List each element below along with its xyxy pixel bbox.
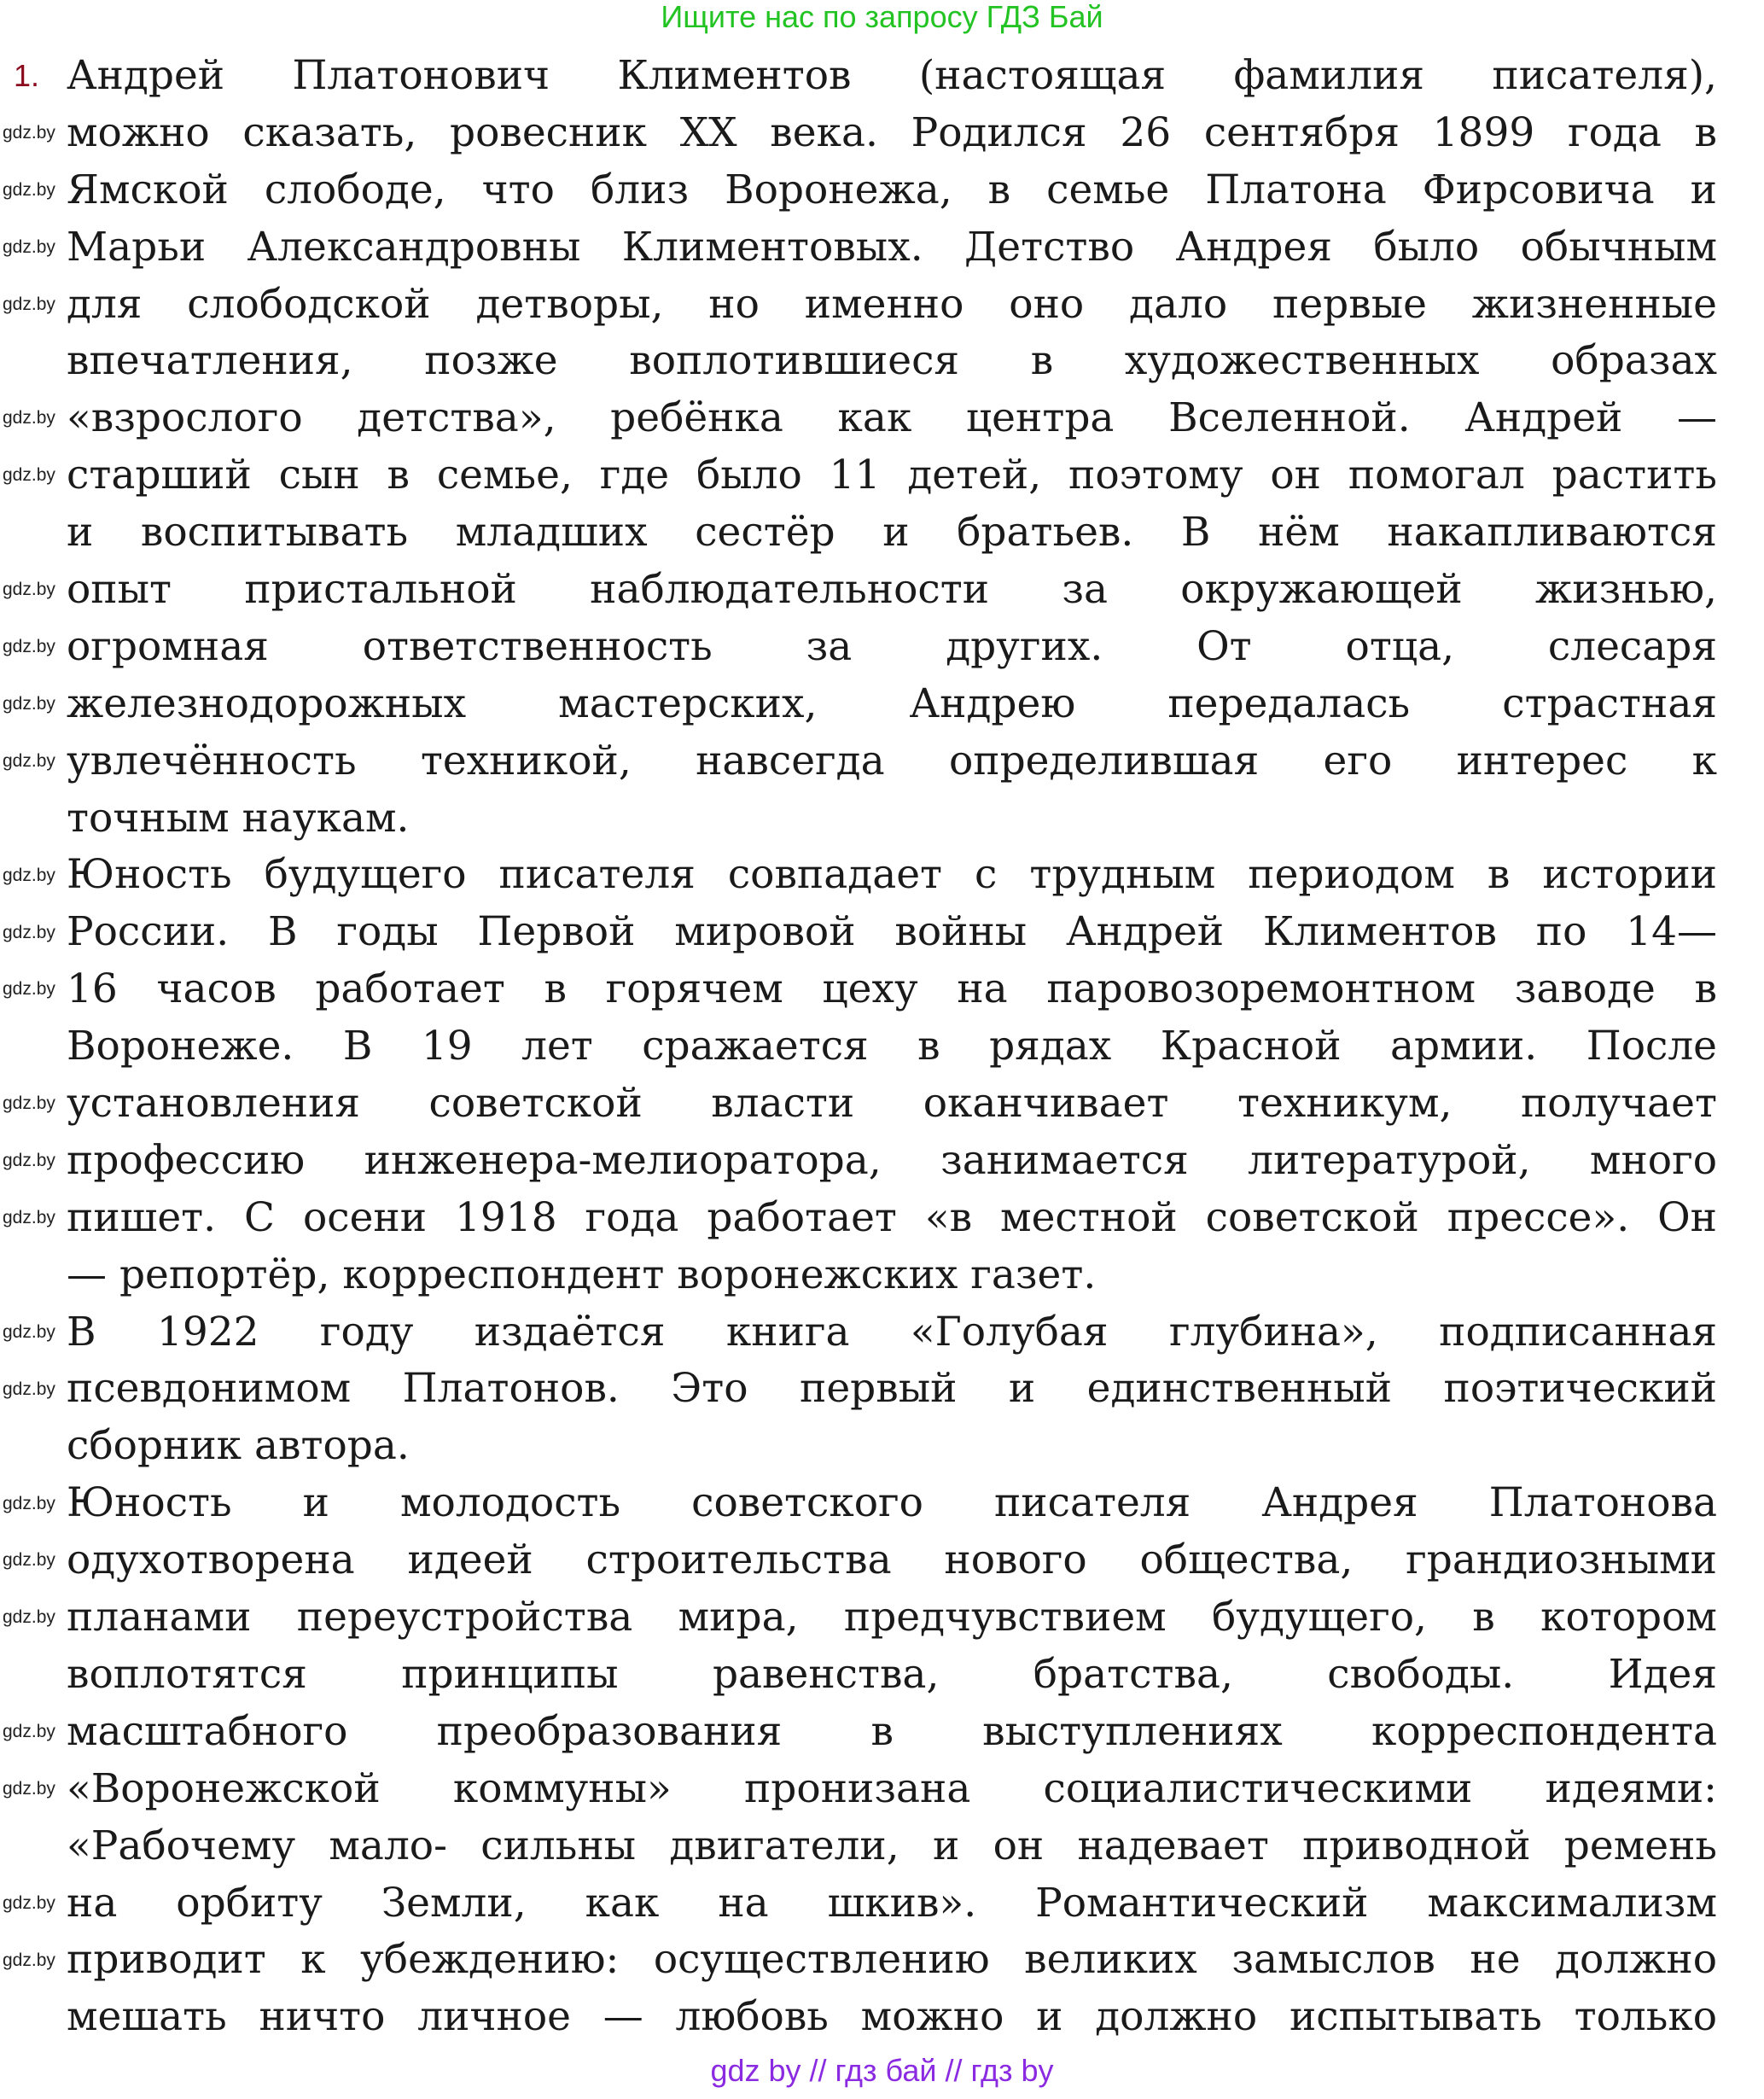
watermark: gdz.by xyxy=(3,865,55,885)
text-line-content: — репортёр, корреспондент воронежских газет. xyxy=(67,1251,1097,1298)
text-line-content: пишет. С осени 1918 года работает «в местной советской прессе». Он xyxy=(67,1193,1717,1241)
text-line xyxy=(67,1647,1717,1704)
text-line xyxy=(67,504,1717,562)
text-line xyxy=(67,1704,1717,1761)
text-line xyxy=(67,961,1717,1018)
text-line-content: впечатления, позже воплотившиеся в художественных образах xyxy=(67,337,1717,385)
text-line-content: «Воронежской коммуны» пронизана социалистическими идеями: xyxy=(67,1764,1717,1812)
text-line xyxy=(67,219,1717,277)
watermark: gdz.by xyxy=(3,1379,55,1399)
text-line xyxy=(67,447,1717,504)
watermark: gdz.by xyxy=(3,1892,55,1913)
text-line xyxy=(67,1875,1717,1933)
watermark: gdz.by xyxy=(3,179,55,200)
text-line xyxy=(67,48,1717,105)
text-line xyxy=(67,904,1717,961)
text-line-content: Марьи Александровны Климентовых. Детство Андрея было обычным xyxy=(67,223,1717,271)
text-line-content: Андрей Платонович Климентов (настоящая фамилия писателя), xyxy=(67,52,1717,99)
text-line xyxy=(67,1475,1717,1532)
watermark: gdz.by xyxy=(3,750,55,771)
text-line xyxy=(67,790,1717,848)
text-line xyxy=(67,1761,1717,1818)
text-line-content: псевдонимом Платонов. Это первый и единственный поэтический xyxy=(67,1365,1717,1413)
text-line-content: опыт пристальной наблюдательности за окружающей жизнью, xyxy=(67,566,1717,614)
watermark: gdz.by xyxy=(3,1493,55,1513)
watermark: gdz.by xyxy=(3,1208,55,1227)
text-line-content: воплотятся принципы равенства, братства, свободы. Идея xyxy=(67,1650,1717,1698)
watermark: gdz.by xyxy=(3,122,55,143)
watermark: gdz.by xyxy=(3,922,55,942)
text-line-content: точным наукам. xyxy=(67,794,410,842)
text-line xyxy=(67,1304,1717,1361)
text-line xyxy=(67,1532,1717,1589)
text-line xyxy=(67,1361,1717,1418)
text-line-content: старший сын в семье, где было 11 детей, поэтому он помогал растить xyxy=(67,452,1717,499)
footer-links: gdz by // гдз бай // гдз by xyxy=(710,2053,1054,2088)
text-line-content: планами переустройства мира, предчувствием будущего, в котором xyxy=(67,1594,1717,1641)
text-line xyxy=(67,390,1717,447)
text-line-content: на орбиту Земли, как на шкив». Романтический максимализм xyxy=(67,1879,1717,1927)
watermark: gdz.by xyxy=(3,1321,55,1342)
text-line xyxy=(67,619,1717,676)
text-line-content: «взрослого детства», ребёнка как центра Вселенной. Андрей — xyxy=(67,394,1717,442)
text-line-content: сборник автора. xyxy=(67,1422,410,1470)
text-line xyxy=(67,1190,1717,1247)
text-line xyxy=(67,562,1717,619)
text-line xyxy=(67,333,1717,390)
text-line-content: одухотворена идеей строительства нового общества, грандиозными xyxy=(67,1536,1717,1584)
watermark: gdz.by xyxy=(3,294,55,314)
text-line-content: для слободской детворы, но именно оно дало первые жизненные xyxy=(67,280,1717,328)
text-line xyxy=(67,1818,1717,1875)
text-line-content: масштабного преобразования в выступлениях корреспондента xyxy=(67,1707,1717,1755)
text-line xyxy=(67,162,1717,219)
watermark: gdz.by xyxy=(3,693,55,714)
text-line-content: установления советской власти оканчивает техникум, получает xyxy=(67,1080,1717,1128)
text-line-content: Воронеже. В 19 лет сражается в рядах Красной армии. После xyxy=(67,1023,1717,1070)
watermark: gdz.by xyxy=(3,580,55,600)
text-line-content: В 1922 году издаётся книга «Голубая глубина», подписанная xyxy=(67,1308,1717,1356)
text-line-content: и воспитывать младших сестёр и братьев. В нём накапливаются xyxy=(67,509,1717,557)
watermark: gdz.by xyxy=(3,236,55,257)
text-line-content: можно сказать, ровесник XX века. Родился 26 сентября 1899 года в xyxy=(67,108,1717,156)
text-line xyxy=(67,1076,1717,1133)
text-line xyxy=(67,277,1717,334)
text-line-content: огромная ответственность за других. От отца, слесаря xyxy=(67,622,1717,670)
text-line xyxy=(67,105,1717,162)
text-line-content: России. В годы Первой мировой войны Андрей Климентов по 14— xyxy=(67,908,1717,956)
search-hint-banner: Ищите нас по запросу ГДЗ Бай xyxy=(661,0,1103,34)
text-line-content: 16 часов работает в горячем цеху на паровозоремонтном заводе в xyxy=(67,965,1717,1013)
text-line-content: Ямской слободе, что близ Воронежа, в семье Платона Фирсовича и xyxy=(67,166,1717,213)
text-line-content: Юность и молодость советского писателя Андрея Платонова xyxy=(67,1479,1717,1527)
watermark: gdz.by xyxy=(3,979,55,1000)
text-line xyxy=(67,1018,1717,1076)
watermark: gdz.by xyxy=(3,465,55,486)
text-line xyxy=(67,1589,1717,1647)
text-line-content: увлечённость техникой, навсегда определившая его интерес к xyxy=(67,737,1717,784)
text-line xyxy=(67,733,1717,790)
text-line-content: железнодорожных мастерских, Андрею передалась страстная xyxy=(67,679,1717,727)
text-line xyxy=(67,1418,1717,1475)
text-line xyxy=(67,1247,1717,1304)
text-line xyxy=(67,676,1717,733)
watermark: gdz.by xyxy=(3,1151,55,1171)
watermark: gdz.by xyxy=(3,1607,55,1628)
text-line xyxy=(67,1989,1717,2046)
watermark: gdz.by xyxy=(3,1779,55,1799)
watermark: gdz.by xyxy=(3,1550,55,1571)
watermark: gdz.by xyxy=(3,1093,55,1114)
watermark: gdz.by xyxy=(3,1722,55,1742)
watermark: gdz.by xyxy=(3,637,55,656)
text-line-content: «Рабочему мало- сильны двигатели, и он надевает приводной ремень xyxy=(67,1822,1717,1869)
text-line xyxy=(67,1133,1717,1190)
text-line-content: приводит к убеждению: осуществлению великих замыслов не должно xyxy=(67,1936,1717,1984)
watermark: gdz.by xyxy=(3,1950,55,1970)
text-line-content: профессию инженера-мелиоратора, занимается литературой, много xyxy=(67,1136,1717,1184)
text-line-content: Юность будущего писателя совпадает с трудным периодом в истории xyxy=(67,851,1717,899)
watermark: gdz.by xyxy=(3,408,55,429)
text-line-content: мешать ничто личное — любовь можно и должно испытывать только xyxy=(67,1993,1717,2041)
item-number: 1. xyxy=(14,58,40,93)
text-line xyxy=(67,847,1717,904)
text-line xyxy=(67,1932,1717,1989)
